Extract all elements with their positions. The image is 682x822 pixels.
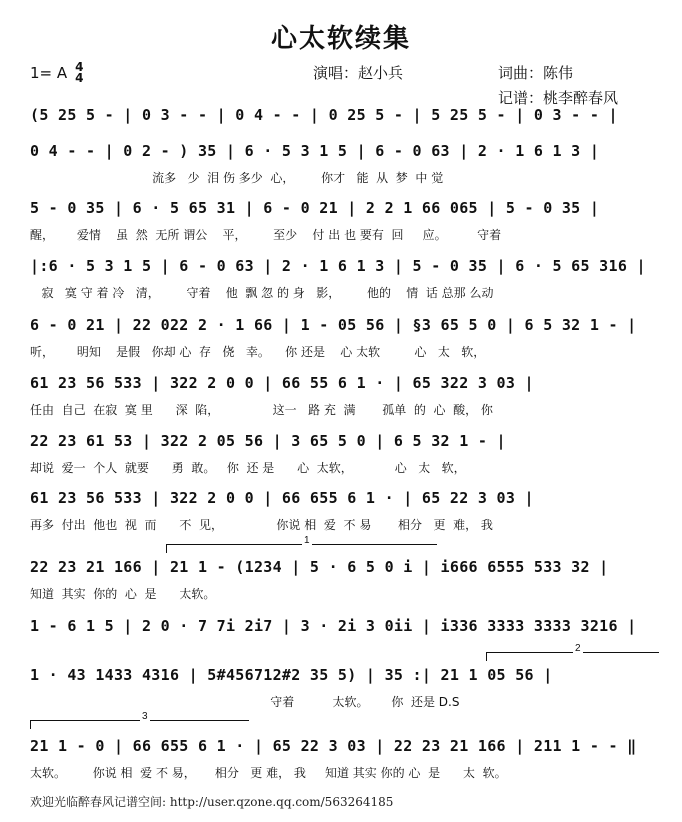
notes-line: 61 23 56 533 | 322 2 0 0 | 66 55 6 1 · | 65 322 3 03 | [30, 374, 534, 392]
notes-line: 22 23 21 166 | 21 1 - (1234 | 5 · 6 5 0 i | i666 6555 533 32 | [30, 558, 609, 576]
volta-number: 1 [304, 535, 310, 546]
lyrics-line: 再多 付出 他也 视 而 不 见， 你说 相 爱 不 易 相分 更 难， 我 [30, 518, 493, 532]
notes-line: 21 1 - 0 | 66 655 6 1 · | 65 22 3 03 | 22 23 21 166 | 211 1 - - ‖ [30, 737, 637, 755]
lyrics-line: 寂 寞 守 着 冷 清， 守着 他 飘 忽 的 身 影， 他的 情 话 总那 么动 [30, 286, 494, 300]
singer-credit: 演唱：赵小兵 [313, 64, 404, 82]
lyrics-line: 却说 爱一 个人 就要 勇 敢。 你 还 是 心 太软， 心 太 软， [30, 461, 466, 475]
notes-line: 61 23 56 533 | 322 2 0 0 | 66 655 6 1 · | 65 22 3 03 | [30, 489, 534, 507]
footer-link-text: 欢迎光临醉春风记谱空间: http://user.qzone.qq.com/563264185 [30, 795, 394, 809]
key-signature [30, 62, 84, 84]
lyrics-line: 太软。 你说 相 爱 不 易， 相分 更 难， 我 知道 其实 你的 心 是 太 软。 [30, 766, 507, 780]
song-title: 心太软续集 [270, 24, 411, 54]
volta-number: 2 [575, 643, 581, 654]
time-signature-bottom: 4 [75, 71, 84, 85]
notes-line: 6 - 0 21 | 22 022 2 · 1 66 | 1 - 05 56 | §3 65 5 0 | 6 5 32 1 - | [30, 316, 637, 334]
key-label: 1= A [30, 64, 68, 82]
notes-line: (5 25 5 - | 0 3 - - | 0 4 - - | 0 25 5 - | 5 25 5 - | 0 3 - - | [30, 106, 618, 124]
lyrics-line: 听， 明知 是假 你却 心 存 侥 幸。 你 还是 心 太软 心 太 软， [30, 345, 486, 359]
notes-line: 0 4 - - | 0 2 - ) 35 | 6 · 5 3 1 5 | 6 - 0 63 | 2 · 1 6 1 3 | [30, 142, 600, 160]
lyrics-line: 知道 其实 你的 心 是 太软。 [30, 587, 216, 601]
notes-line: 22 23 61 53 | 322 2 05 56 | 3 65 5 0 | 6 5 32 1 - | [30, 432, 506, 450]
lyrics-line: 流多 少 泪 伤 多少 心， 你才 能 从 梦 中 觉 [30, 171, 444, 185]
volta-bracket-1 [166, 535, 437, 553]
time-signature-top: 4 [75, 60, 84, 74]
volta-bracket-2 [486, 643, 659, 661]
time-signature [75, 62, 83, 84]
notes-line: 1 - 6 1 5 | 2 0 · 7 7i 2i7 | 3 · 2i 3 0ii | i336 3333 3333 3216 | [30, 617, 637, 635]
lyrics-line: 醒， 爱情 虽 然 无所 谓公 平， 至少 付 出 也 要有 回 应。 守着 [30, 228, 502, 242]
lyrics-line: 守着 太软。 你 还是 D.S [30, 695, 460, 709]
volta-number: 3 [142, 711, 148, 722]
notes-line: 5 - 0 35 | 6 · 5 65 31 | 6 - 0 21 | 2 2 1 66 065 | 5 - 0 35 | [30, 199, 600, 217]
notes-line: 1 · 43 1433 4316 | 5#456712#2 35 5) | 35 :| 21 1 05 56 | [30, 666, 553, 684]
composer-credit: 词曲：陈伟 [498, 64, 574, 82]
lyrics-line: 任由 自己 在寂 寞 里 深 陷， 这一 路 充 满 孤单 的 心 酸， 你 [30, 403, 493, 417]
notes-line: |:6 · 5 3 1 5 | 6 - 0 63 | 2 · 1 6 1 3 | 5 - 0 35 | 6 · 5 65 316 | [30, 257, 646, 275]
transcriber-credit: 记谱：桃李醉春风 [498, 89, 619, 107]
volta-bracket-3 [30, 711, 249, 729]
